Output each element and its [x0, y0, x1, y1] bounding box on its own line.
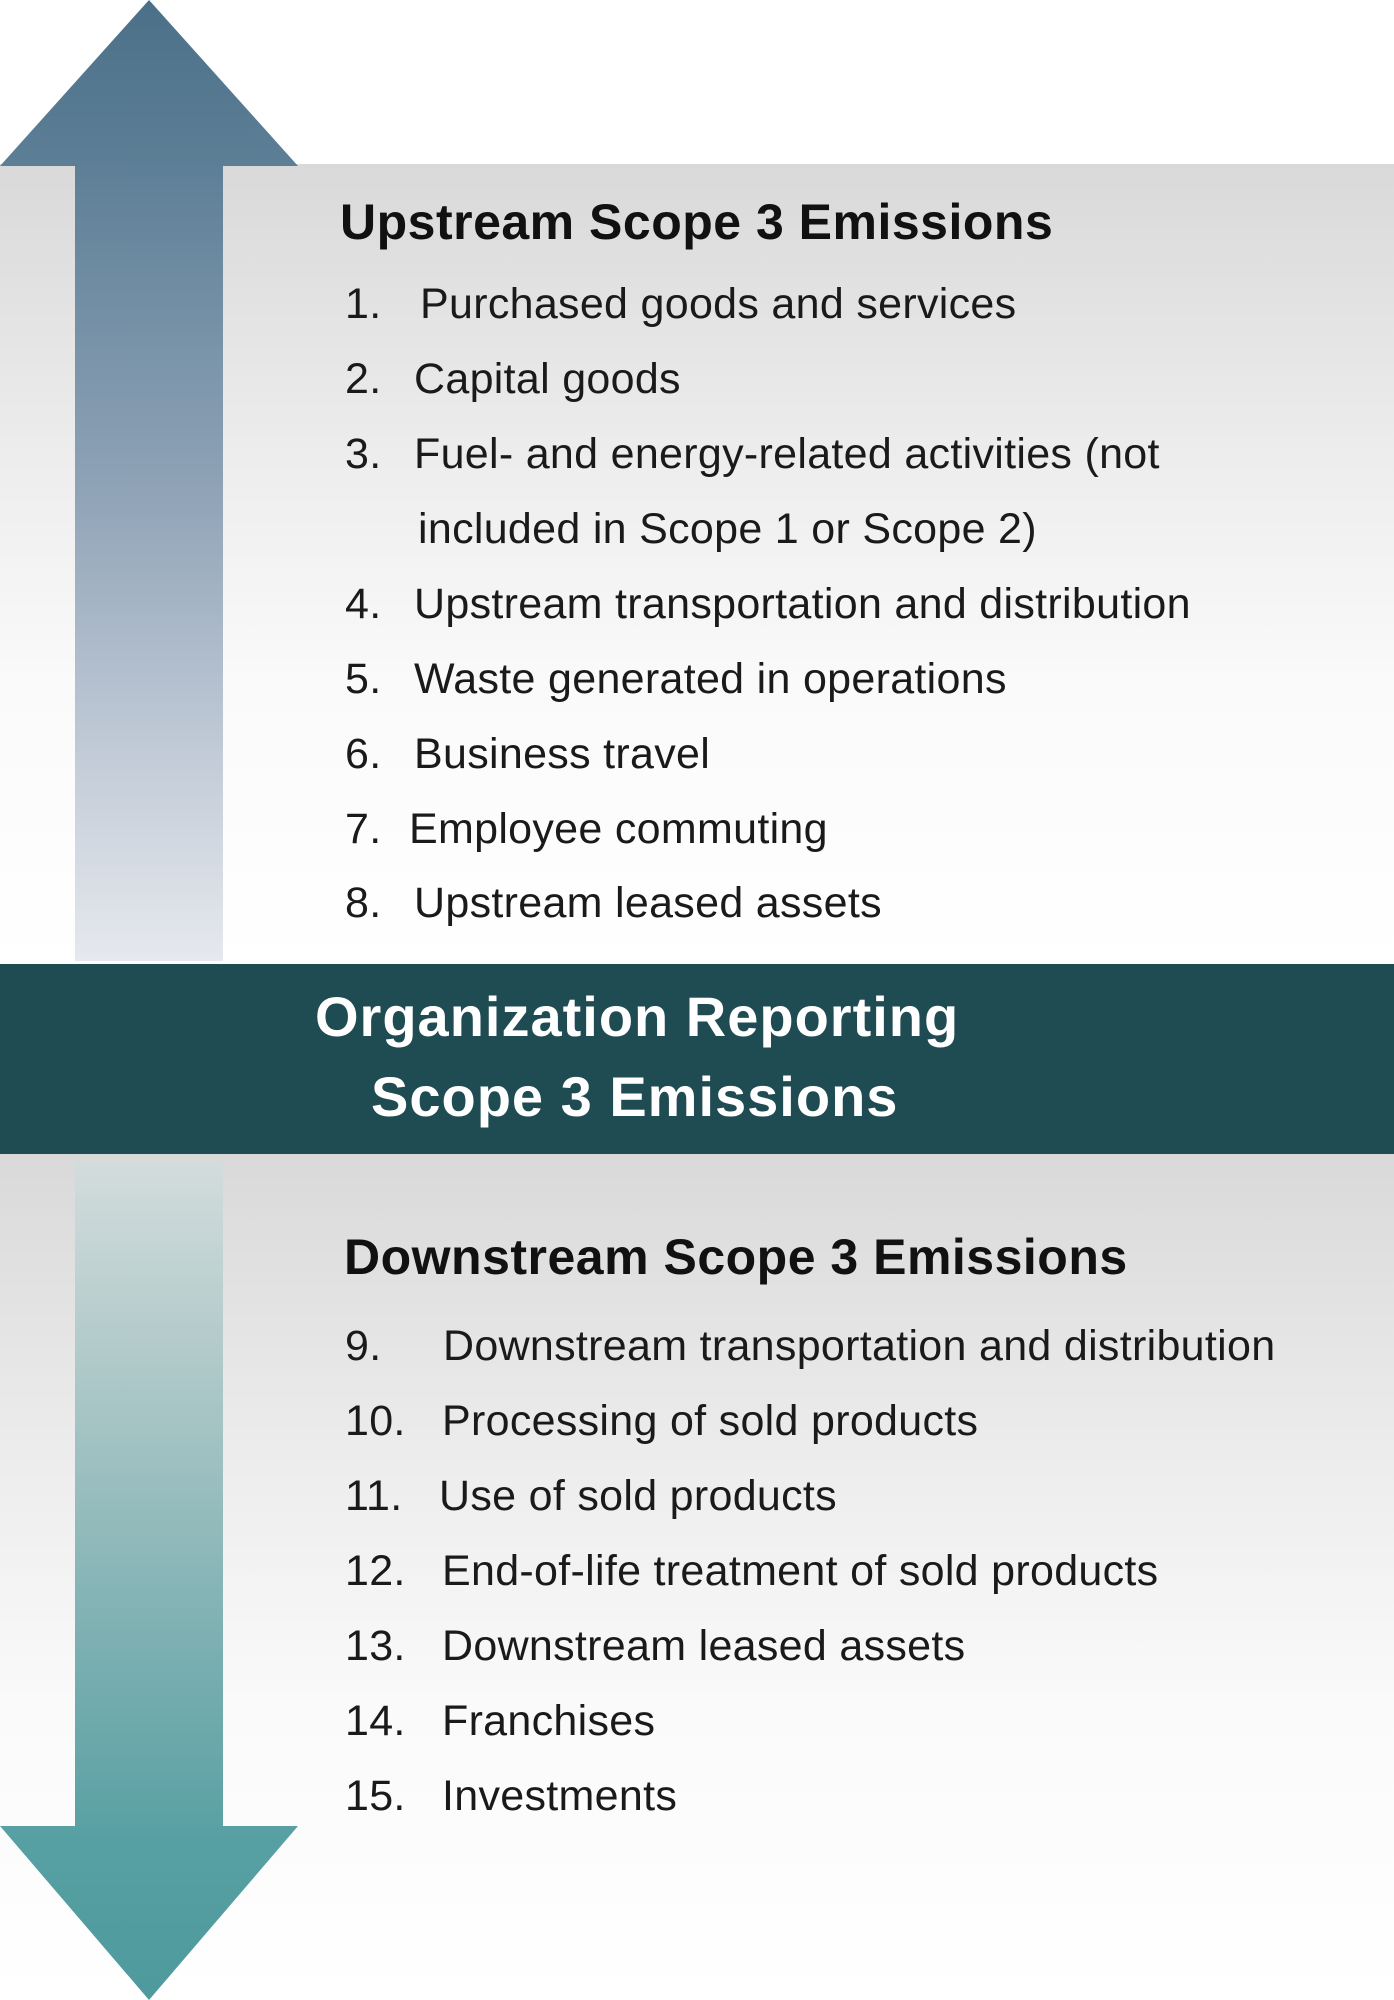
item-text: Upstream transportation and distribution [414, 580, 1191, 628]
item-text: Processing of sold products [442, 1397, 979, 1445]
item-text: Capital goods [414, 355, 681, 403]
item-text: Downstream transportation and distribution [443, 1322, 1276, 1370]
band-title-line-2: Scope 3 Emissions [371, 1065, 899, 1128]
item-text: End-of-life treatment of sold products [442, 1547, 1159, 1595]
item-number: 9. [345, 1322, 382, 1370]
item-number: 6. [345, 730, 382, 778]
item-number: 15. [345, 1772, 406, 1820]
arrow-up-head-icon [0, 0, 298, 166]
downstream-heading: Downstream Scope 3 Emissions [344, 1229, 1128, 1285]
item-number: 10. [345, 1397, 406, 1445]
item-number: 14. [345, 1697, 406, 1745]
item-number: 2. [345, 355, 382, 403]
item-text: included in Scope 1 or Scope 2) [418, 505, 1037, 553]
item-text: Investments [442, 1772, 678, 1820]
item-text: Franchises [442, 1697, 656, 1745]
item-number: 7. [345, 805, 382, 853]
item-number: 4. [345, 580, 382, 628]
item-text: Downstream leased assets [442, 1622, 966, 1670]
item-number: 8. [345, 879, 382, 927]
item-number: 1. [345, 280, 382, 328]
item-text: Fuel- and energy-related activities (not [414, 430, 1160, 478]
item-number: 11. [345, 1472, 403, 1520]
item-number: 3. [345, 430, 382, 478]
item-text: Business travel [414, 730, 711, 778]
arrow-down-shaft [75, 1162, 223, 1828]
item-number: 5. [345, 655, 382, 703]
item-text: Waste generated in operations [414, 655, 1007, 703]
band-title-line-1: Organization Reporting [315, 985, 960, 1048]
upstream-heading: Upstream Scope 3 Emissions [340, 194, 1054, 250]
item-text: Upstream leased assets [414, 879, 882, 927]
arrow-up-shaft [75, 164, 223, 961]
item-text: Employee commuting [409, 805, 828, 853]
item-text: Purchased goods and services [420, 280, 1017, 328]
item-text: Use of sold products [439, 1472, 837, 1520]
item-number: 12. [345, 1547, 406, 1595]
item-number: 13. [345, 1622, 406, 1670]
